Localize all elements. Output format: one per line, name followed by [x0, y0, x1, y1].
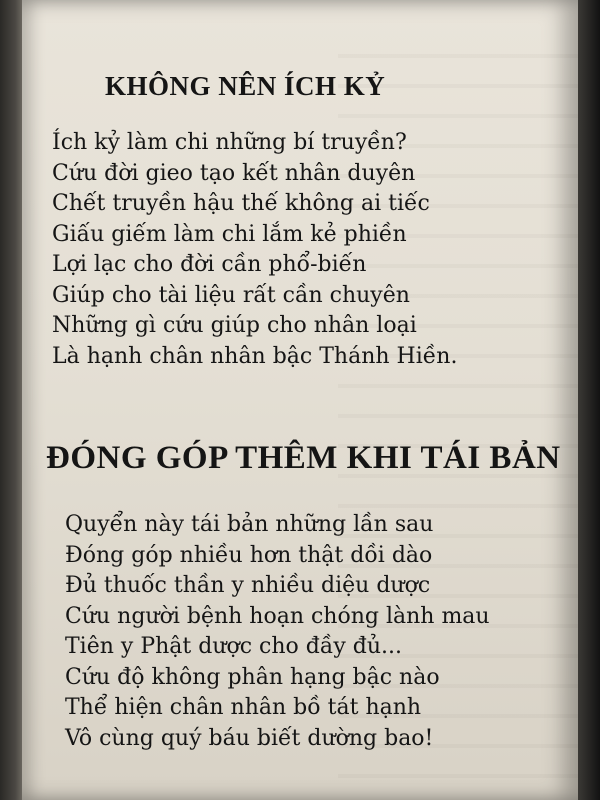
section-2-poem [65, 510, 490, 754]
page-content [22, 0, 578, 800]
poem-line: Đủ thuốc thần y nhiều diệu dược [65, 573, 431, 598]
poem-line: Lợi lạc cho đời cần phổ-biến [52, 252, 367, 277]
page-shadow-edge [578, 0, 600, 800]
section-1-poem [52, 128, 457, 372]
poem-line: Đóng góp nhiều hơn thật dồi dào [65, 542, 433, 568]
poem-line: Cứu người bệnh hoạn chóng lành mau [65, 603, 490, 629]
section-2-title: ĐÓNG GÓP THÊM KHI TÁI BẢN [46, 440, 561, 476]
section-1-title: KHÔNG NÊN ÍCH KỶ [105, 71, 386, 101]
poem-line: Những gì cứu giúp cho nhân loại [52, 313, 417, 338]
book-spine-edge [0, 0, 22, 800]
poem-line: Tiên y Phật dược cho đầy đủ... [65, 634, 402, 659]
poem-line: Giúp cho tài liệu rất cần chuyên [52, 282, 410, 308]
poem-line: Cứu đời gieo tạo kết nhân duyên [52, 160, 416, 186]
poem-line: Vô cùng quý báu biết dường bao! [65, 725, 434, 751]
poem-line: Là hạnh chân nhân bậc Thánh Hiền. [52, 343, 458, 369]
poem-line: Giấu giếm làm chi lắm kẻ phiền [52, 221, 407, 247]
book-page [22, 0, 578, 800]
poem-line: Cứu độ không phân hạng bậc nào [65, 664, 440, 690]
poem-line: Quyển này tái bản những lần sau [65, 512, 434, 537]
poem-line: Chết truyền hậu thế không ai tiếc [52, 191, 430, 216]
poem-line: Ích kỷ làm chi những bí truyền? [52, 130, 407, 155]
poem-line: Thể hiện chân nhân bồ tát hạnh [65, 695, 422, 720]
